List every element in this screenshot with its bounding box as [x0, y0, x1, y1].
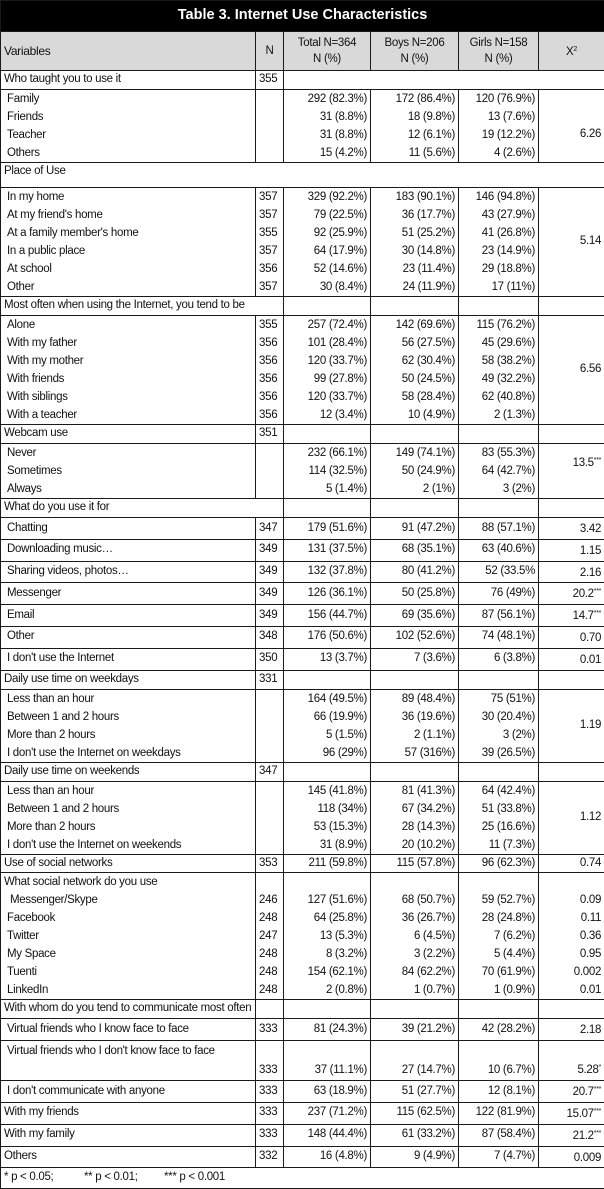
girls-values: 64 (42.4%) 51 (33.8%) 25 (16.6%) 11 (7.3%): [459, 781, 539, 854]
girls-values: 120 (76.9%) 13 (7.6%) 19 (12.2%) 4 (2.6%): [459, 90, 539, 163]
table-row: With my family 333 148 (44.4%) 61 (33.2%) 87 (58.4%) 21.2***: [1, 1124, 604, 1146]
chi-value: 13.5***: [539, 444, 604, 499]
section-header-taught: [1, 71, 604, 90]
row-labels: Less than an hour Between 1 and 2 hours More than 2 hours I don't use the Internet on weekdays: [1, 689, 256, 762]
chi-value: 1.19: [539, 689, 604, 762]
total-values: 232 (66.1%) 114 (32.5%) 5 (1.4%): [284, 444, 371, 499]
chi-value: 5.14: [539, 188, 604, 297]
total-values: 257 (72.4%) 101 (28.4%) 120 (33.7%) 99 (27.8%) 120 (33.7%) 12 (3.4%): [284, 316, 371, 425]
header-variables: Variables: [1, 32, 256, 71]
section-label: Daily use time on weekdays: [1, 670, 256, 689]
header-total: Total N=364 N (%): [284, 32, 371, 71]
table-row: I don't use the Internet 350 13 (3.7%) 7 (3.6%) 6 (3.8%) 0.01: [1, 648, 604, 670]
table-row: Others 332 16 (4.8%) 9 (4.9%) 7 (4.7%) 0.009: [1, 1146, 604, 1168]
chi-values: 0.09 0.11 0.36 0.95 0.002 0.01: [539, 873, 604, 1000]
header-n: N: [256, 32, 284, 71]
total-values: 127 (51.6%) 64 (25.8%) 13 (5.3%) 8 (3.2%) 154 (62.1%) 2 (0.8%): [284, 873, 371, 1000]
row-labels: What social network do you use Messenger/Skype Facebook Twitter My Space Tuenti LinkedIn: [1, 873, 256, 1000]
girls-values: 59 (52.7%) 28 (24.8%) 7 (6.2%) 5 (4.4%) 70 (61.9%) 1 (0.9%): [459, 873, 539, 1000]
boys-values: 183 (90.1%) 36 (17.7%) 51 (25.2%) 30 (14.8%) 23 (11.4%) 24 (11.9%): [371, 188, 459, 297]
boys-values: 142 (69.6%) 56 (27.5%) 62 (30.4%) 50 (24.5%) 58 (28.4%) 10 (4.9%): [371, 316, 459, 425]
group-rows-webcam: [1, 444, 604, 499]
row-labels: Never Sometimes Always: [1, 444, 256, 499]
table-row: Sharing videos, photos… 349 132 (37.8%) 80 (41.2%) 52 (33.5% 2.16: [1, 561, 604, 583]
header-row: [1, 32, 604, 71]
section-n: 331: [256, 670, 284, 689]
total-values: 292 (82.3%) 31 (8.8%) 31 (8.8%) 15 (4.2%): [284, 90, 371, 163]
group-rows-taught: [1, 90, 604, 163]
section-n: 347: [256, 762, 284, 781]
boys-values: 172 (86.4%) 18 (9.8%) 12 (6.1%) 11 (5.6%): [371, 90, 459, 163]
group-rows-weekdays: [1, 689, 604, 762]
section-label: Webcam use: [1, 425, 256, 444]
table-row: I don't communicate with anyone 333 63 (18.9%) 51 (27.7%) 12 (8.1%) 20.7***: [1, 1081, 604, 1103]
section-label: Most often when using the Internet, you tend to be: [1, 297, 284, 316]
header-girls: Girls N=158 N (%): [459, 32, 539, 71]
boys-values: 81 (41.3%) 67 (34.2%) 28 (14.3%) 20 (10.2%): [371, 781, 459, 854]
section-label: What do you use it for: [1, 499, 284, 518]
table-row: Email 349 156 (44.7%) 69 (35.6%) 87 (56.1%) 14.7***: [1, 605, 604, 627]
section-label: Place of Use: [1, 163, 604, 188]
header-chi-square: $X^2$: [539, 32, 604, 71]
chi-value: 6.26: [539, 90, 604, 163]
row-labels: Alone With my father With my mother With friends With siblings With a teacher: [1, 316, 256, 425]
group-rows-weekends: [1, 781, 604, 854]
section-header-weekdays: [1, 670, 604, 689]
boys-values: 149 (74.1%) 50 (24.9%) 2 (1%): [371, 444, 459, 499]
chi-value: 6.56: [539, 316, 604, 425]
group-rows-networks: [1, 873, 604, 1000]
section-label: Daily use time on weekends: [1, 762, 256, 781]
section-label: What social network do you use: [4, 873, 252, 891]
row-labels: Less than an hour Between 1 and 2 hours More than 2 hours I don't use the Internet on weekends: [1, 781, 256, 854]
table-title: Table 3. Internet Use Characteristics: [1, 1, 604, 32]
table-row: Chatting 347 179 (51.6%) 91 (47.2%) 88 (57.1%) 3.42: [1, 518, 604, 540]
section-n: 351: [256, 425, 284, 444]
n-values: 355 356 356 356 356 356: [256, 316, 284, 425]
n-values: 246 248 247 248 248 248: [256, 873, 284, 1000]
section-header-weekends: [1, 762, 604, 781]
table-row-social-networks: Use of social networks 353 211 (59.8%) 115 (57.8%) 96 (62.3%) 0.74: [1, 854, 604, 873]
table-row: Downloading music… 349 131 (37.5%) 68 (35.1%) 63 (40.6%) 1.15: [1, 539, 604, 561]
section-header-place: [1, 163, 604, 188]
row-labels: In my home At my friend's home At a family member's home In a public place At school Other: [1, 188, 256, 297]
group-rows-place: [1, 188, 604, 297]
girls-values: 75 (51%) 30 (20.4%) 3 (2%) 39 (26.5%): [459, 689, 539, 762]
section-label: With whom do you tend to communicate most often: [1, 1000, 256, 1019]
girls-values: 83 (55.3%) 64 (42.7%) 3 (2%): [459, 444, 539, 499]
total-values: 329 (92.2%) 79 (22.5%) 92 (25.9%) 64 (17.9%) 52 (14.6%) 30 (8.4%): [284, 188, 371, 297]
header-boys: Boys N=206 N (%): [371, 32, 459, 71]
total-values: 164 (49.5%) 66 (19.9%) 5 (1.5%) 96 (29%): [284, 689, 371, 762]
section-n: 355: [256, 71, 284, 90]
girls-values: 146 (94.8%) 43 (27.9%) 41 (26.8%) 23 (14.9%) 29 (18.8%) 17 (11%): [459, 188, 539, 297]
total-values: 145 (41.8%) 118 (34%) 53 (15.3%) 31 (8.9%): [284, 781, 371, 854]
footnote: * p < 0.05; ** p < 0.01; *** p < 0.001: [1, 1168, 604, 1189]
section-header-company: [1, 297, 604, 316]
table-row: Virtual friends who I know face to face 333 81 (24.3%) 39 (21.2%) 42 (28.2%) 2.18: [1, 1019, 604, 1041]
table-row: Other 348 176 (50.6%) 102 (52.6%) 74 (48.1%) 0.70: [1, 626, 604, 648]
table-row: Messenger 349 126 (36.1%) 50 (25.8%) 76 (49%) 20.2***: [1, 583, 604, 605]
group-rows-company: [1, 316, 604, 425]
table-row: Virtual friends who I don't know face to face 333 37 (11.1%) 27 (14.7%) 10 (6.7%) 5.28*: [1, 1041, 604, 1081]
chi-value: 1.12: [539, 781, 604, 854]
boys-values: 68 (50.7%) 36 (26.7%) 6 (4.5%) 3 (2.2%) 84 (62.2%) 1 (0.7%): [371, 873, 459, 1000]
footnote-row: [1, 1168, 604, 1189]
section-label: Who taught you to use it: [1, 71, 256, 90]
section-header-communicate: [1, 1000, 604, 1019]
n-values: 357 357 355 357 356 357: [256, 188, 284, 297]
section-header-purpose: [1, 499, 604, 518]
section-header-webcam: [1, 425, 604, 444]
table-row: With my friends 333 237 (71.2%) 115 (62.5%) 122 (81.9%) 15.07***: [1, 1102, 604, 1124]
row-labels: Family Friends Teacher Others: [1, 90, 256, 163]
girls-values: 115 (76.2%) 45 (29.6%) 58 (38.2%) 49 (32.2%) 62 (40.8%) 2 (1.3%): [459, 316, 539, 425]
boys-values: 89 (48.4%) 36 (19.6%) 2 (1.1%) 57 (316%): [371, 689, 459, 762]
